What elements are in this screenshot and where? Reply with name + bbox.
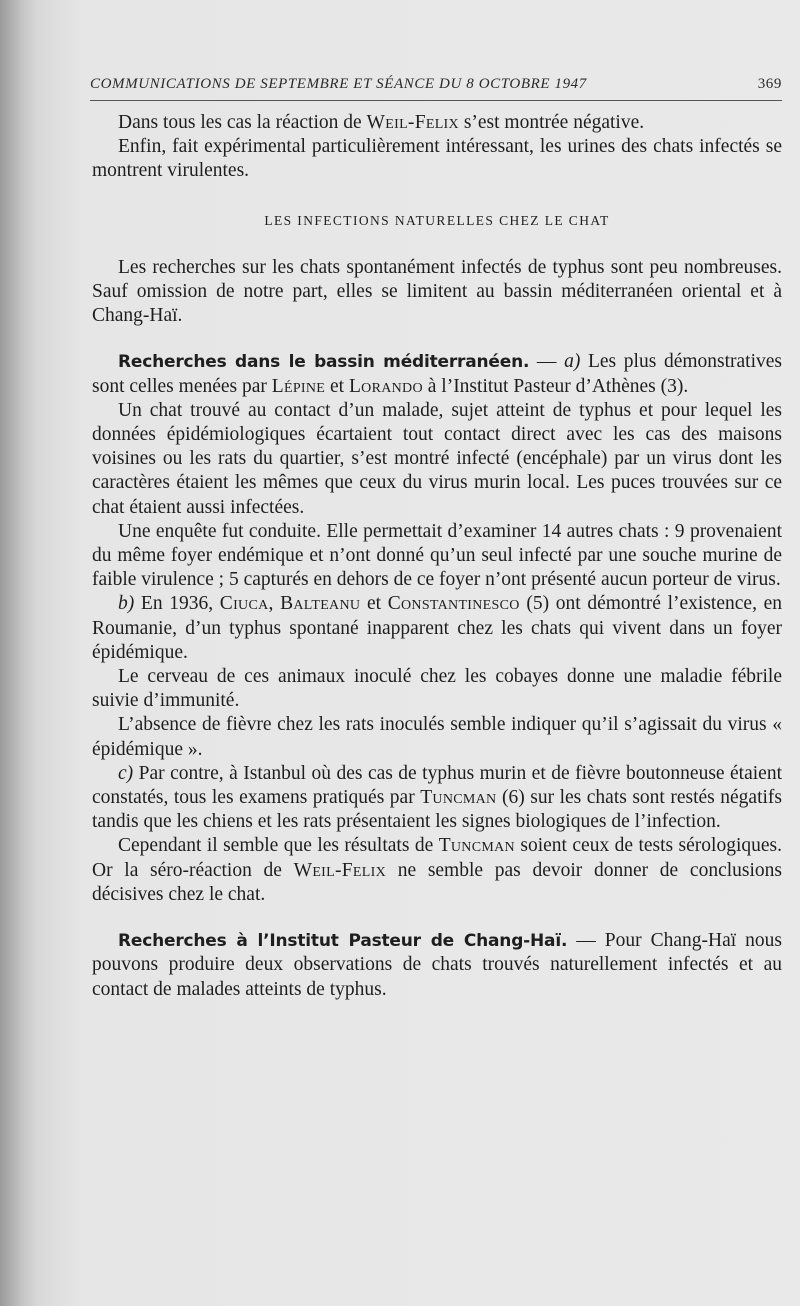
paragraph-1: Dans tous les cas la réaction de Weil-Felix s’est montrée négative. [118,112,645,133]
paragraph-10: c) Par contre, à Istanbul où des cas de typhus murin et de fièvre boutonneuse étaient constatés, tous les examens pratiqués par Tuncman (6) sur les chats sont restés négatifs tandis que les chiens et les rats présentaient les signes biologiques de l’infection. [92,762,782,833]
paragraph-11: Cependant il semble que les résultats de Tuncman soient ceux de tests sérologiques. Or la séro-réaction de Weil-Felix ne semble pas devoir donner de conclusions décisives chez le chat. [92,835,782,905]
paragraph-9: L’absence de fièvre chez les rats inoculés semble indiquer qu’il s’agissait du virus « épidémique ». [92,714,782,760]
section-heading: LES INFECTIONS NATURELLES CHEZ LE CHAT [264,212,610,228]
paragraph-12: Recherches à l’Institut Pasteur de Chang-Haï. — Pour Chang-Haï nous pouvons produire deux observations de chats trouvés naturellement infectés et au contact de malades atteints de typhus. [92,930,782,1000]
author-ciuca: Ciuca [219,593,269,615]
author-lorando: Lorando [348,375,423,397]
subsection-title-mediterranean: Recherches dans le bassin méditerranéen. [118,352,530,373]
paragraph-3: Les recherches sur les chats spontanément infectés de typhus sont peu nombreuses. Sauf omission de notre part, elles se limitent au bassin méditerranéen oriental et à Chang-Haï. [92,256,782,327]
subsection-title-chang-hai: Recherches à l’Institut Pasteur de Chang-Haï. [118,931,568,952]
author-tuncman: Tuncman [438,835,515,857]
paragraph-5: Un chat trouvé au contact d’un malade, sujet atteint de typhus et pour lequel les données épidémiologiques écartaient tout contact direct avec les cas des maisons voisines ou les rats du quartier, s’est montré infecté (encéphale) par un virus dont les caractères étaient les mêmes que ceux du virus murin local. Les puces trouvées sur ce chat étaient aussi infectées. [92,399,782,518]
author-weil-felix: Weil-Felix [366,112,459,133]
author-lepine: Lépine [271,375,326,397]
page-header [90,76,782,98]
header-rule [90,100,782,101]
paragraph-8: Le cerveau de ces animaux inoculé chez les cobayes donne une maladie fébrile suivie d’immunité. [92,666,782,712]
paragraph-7: b) En 1936, Ciuca, Balteanu et Constantinesco (5) ont démontré l’existence, en Roumanie, d’un typhus spontané inapparent chez les chats qui vivent dans un foyer épidémique. [92,593,783,663]
paragraph-2: Enfin, fait expérimental particulièrement intéressant, les urines des chats infectés se montrent virulentes. [92,136,782,182]
paragraph-4: Recherches dans le bassin méditerranéen. — a) Les plus démonstratives sont celles menées par Lépine et Lorando à l’Institut Pasteur d’Athènes (3). [92,351,783,397]
running-head: COMMUNICATIONS DE SEPTEMBRE ET SÉANCE DU 8 OCTOBRE 1947 [90,76,587,92]
page-body [92,111,782,1002]
page-gutter [0,0,36,1306]
author-weil-felix: Weil-Felix [293,859,387,881]
page-number: 369 [757,76,782,92]
author-tuncman: Tuncman [420,787,497,809]
author-constantinesco: Constantinesco [387,593,520,615]
author-balteanu: Balteanu [280,593,361,615]
paragraph-6: Une enquête fut conduite. Elle permettait d’examiner 14 autres chats : 9 provenaient du même foyer endémique et n’ont donné qu’un seul infecté par une souche murine de faible virulence ; 5 capturés en dehors de ce foyer n’ont présenté aucun porteur de virus. [92,520,782,591]
